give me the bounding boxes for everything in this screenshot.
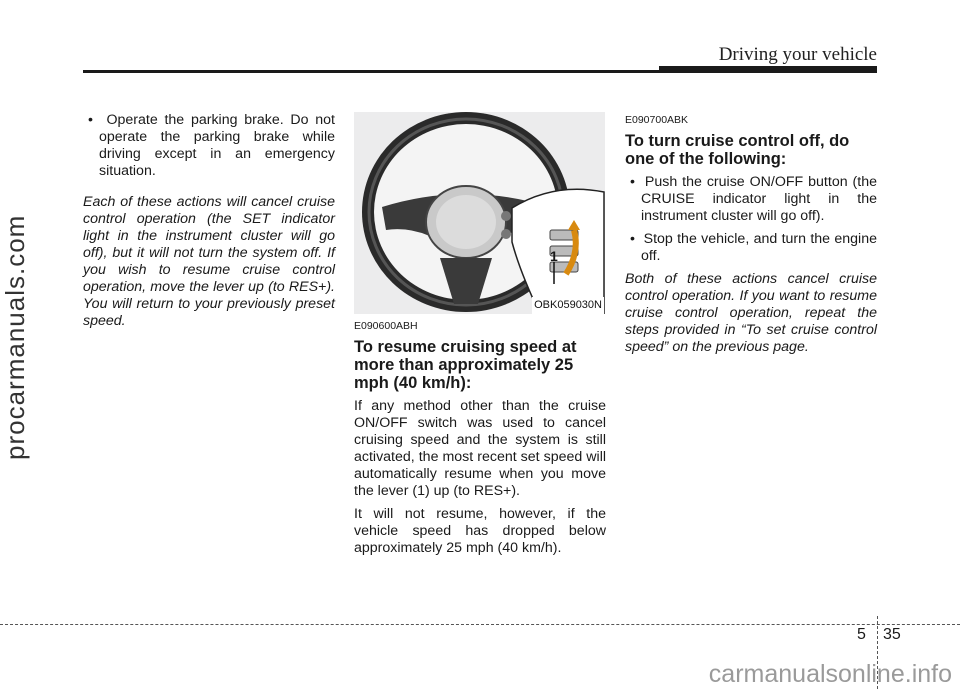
speed-paragraph: It will not resume, however, if the vehicle speed has dropped below approximately 25 mph (40 km/h). [354,506,606,556]
bullet-parking-brake: • Operate the parking brake. Do not operate the parking brake while driving except in an emergency situation. [88,112,335,179]
side-watermark[interactable]: procarmanuals.com [0,214,30,460]
section-header-title: Driving your vehicle [718,44,877,65]
footer-rule [0,624,960,625]
resume-paragraph: If any method other than the cruise ON/OFF switch was used to cancel cruising speed and the system is still activated, the most recent set speed will automatically resume when you move the lever (1) up (to RES+). [354,398,606,499]
bottom-watermark[interactable]: carmanualsonline.info [708,660,952,688]
bullet-text: Operate the parking brake. Do not operate the parking brake while driving except in an emergency situation. [99,112,335,179]
section-number: 5 [857,626,866,643]
figure-caption: OBK059030N [532,297,604,314]
section-code: E090700ABK [625,114,689,126]
section-heading: To turn cruise control off, do one of the following: [625,132,850,168]
steering-wheel-illustration [354,112,605,314]
column-3 [625,112,877,362]
figure-callout-1: 1 [550,248,558,264]
page-number: 35 [883,626,901,643]
section-code: E090600ABH [354,320,418,332]
bullet-text: Stop the vehicle, and turn the engine off. [641,231,877,264]
cancel-note: Each of these actions will cancel cruise control operation (the SET indicator light in the instrument cluster will go off), but it will not turn the system off. If you wish to resume cruise control operation, move the lever up (to RES+). You will return to your previously preset speed. [83,194,335,329]
column-1 [83,112,335,336]
header-rule-accent [659,66,877,73]
cancel-note: Both of these actions cancel cruise control operation. If you want to resume cruise control operation, repeat the steps provided in “To set cruise control speed” on the previous page. [625,271,877,355]
column-2 [354,112,606,563]
bullet-text: Push the cruise ON/OFF button (the CRUISE indicator light in the instrument cluster will go off). [641,174,877,224]
bullet-push-button: • Push the cruise ON/OFF button (the CRUISE indicator light in the instrument cluster will go off). [630,174,877,224]
steering-wheel-figure [354,112,605,314]
bullet-stop-vehicle: • Stop the vehicle, and turn the engine off. [630,231,877,264]
section-heading: To resume cruising speed at more than approximately 25 mph (40 km/h): [354,338,577,392]
